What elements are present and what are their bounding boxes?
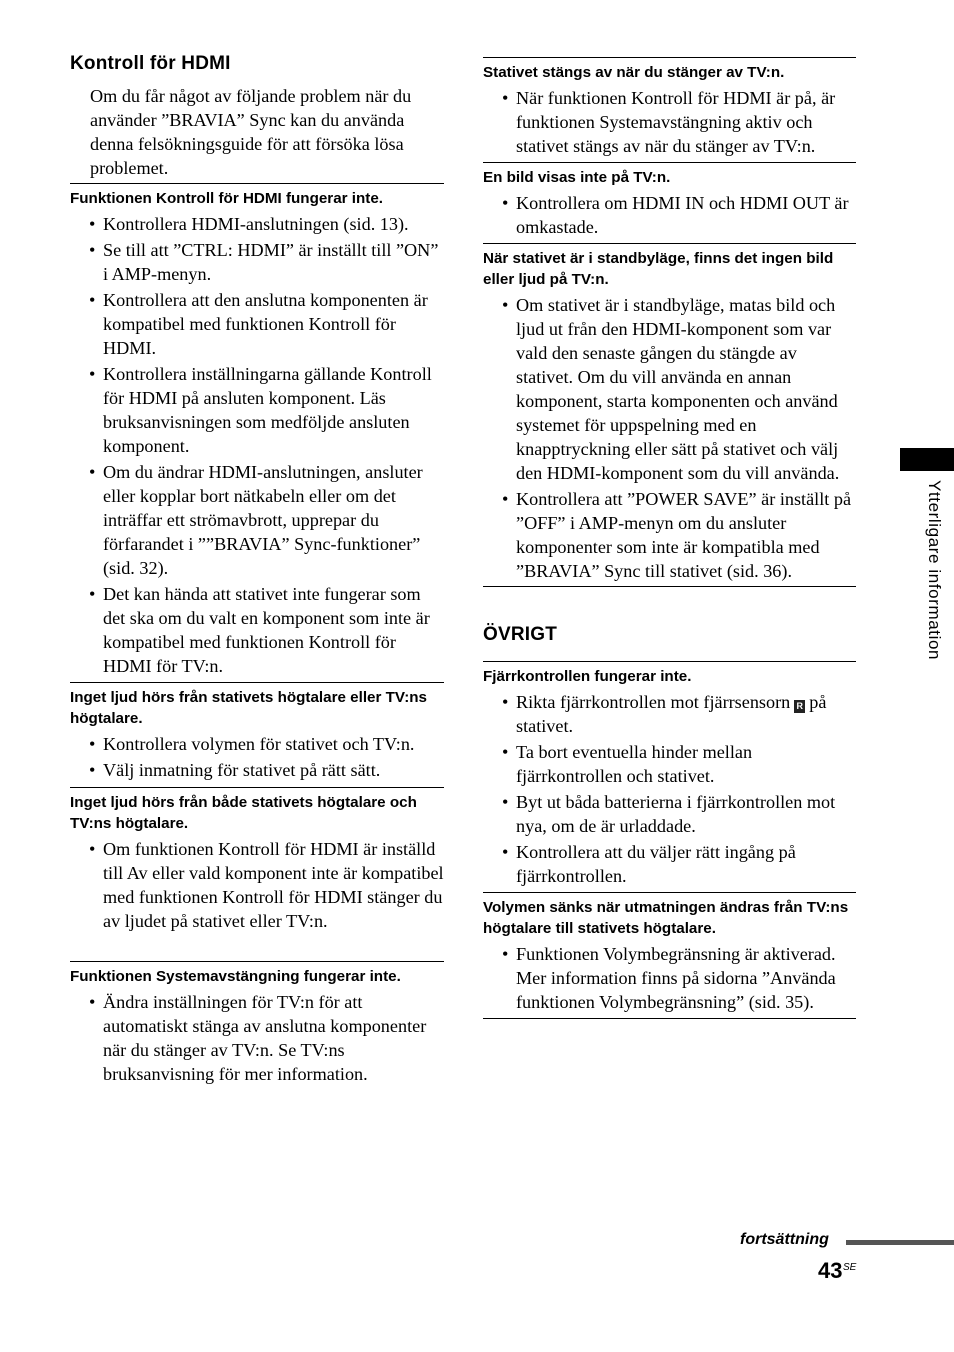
troubleshoot-block (483, 162, 856, 241)
troubleshoot-block (70, 682, 444, 784)
solution-item: • Kontrollera om HDMI IN och HDMI OUT är omkastade. (502, 193, 849, 237)
bullet-icon: • (89, 364, 96, 384)
bullet-icon: • (89, 214, 96, 234)
bullet-icon: • (502, 193, 509, 213)
troubleshoot-block (483, 892, 856, 1016)
troubleshoot-block (483, 243, 856, 585)
intro-paragraph: Om du får något av följande problem när du använder ”BRAVIA” Sync kan du använda denna felsökningsguide för att försöka lösa problemet. (90, 86, 412, 178)
bullet-icon: • (502, 88, 509, 108)
problem-heading: Funktionen Systemavstängning fungerar inte. (70, 961, 444, 987)
section-divider (483, 1018, 856, 1019)
solution-item: • Om du ändrar HDMI-anslutningen, ansluter eller kopplar bort nätkabeln eller om det inträffar ett strömavbrott, upprepar du förfarandet i ””BRAVIA” Sync-funktioner” (sid. 32). (89, 462, 423, 578)
page-number: 43 (818, 1258, 843, 1283)
troubleshoot-block (70, 787, 444, 935)
solution-item: • Funktionen Volymbegränsning är aktiverad. Mer information finns på sidorna ”Använda funktionen Volymbegränsning” (sid. 35). (502, 944, 836, 1012)
bullet-icon: • (502, 792, 509, 812)
troubleshoot-block (483, 661, 856, 890)
side-tab-marker (900, 448, 954, 471)
solution-item: • När funktionen Kontroll för HDMI är på, är funktionen Systemavstängning aktiv och stativet stängs av när du stänger av TV:n. (502, 88, 836, 156)
problem-heading: Fjärrkontrollen fungerar inte. (483, 661, 856, 687)
solution-item: • Om funktionen Kontroll för HDMI är inställd till Av eller vald komponent inte är kompatibel med funktionen Kontroll för HDMI stänger du av ljudet på stativet eller TV:n. (89, 839, 444, 931)
problem-heading: När stativet är i standbyläge, finns det ingen bild eller ljud på TV:n. (483, 243, 856, 290)
solution-item: • Kontrollera HDMI-anslutningen (sid. 13). (89, 214, 409, 234)
bullet-icon: • (89, 240, 96, 260)
solution-item: • Kontrollera inställningarna gällande Kontroll för HDMI på ansluten komponent. Läs bruksanvisningen som medföljde ansluten komponent. (89, 364, 432, 456)
solution-item: • Ta bort eventuella hinder mellan fjärrkontrollen och stativet. (502, 742, 753, 786)
continued-arrow-bar (846, 1240, 954, 1245)
bullet-icon: • (89, 462, 96, 482)
bullet-icon: • (502, 842, 509, 862)
bullet-icon: • (502, 692, 509, 712)
problem-heading: Inget ljud hörs från stativets högtalare eller TV:ns högtalare. (70, 682, 444, 729)
solution-item: • Rikta fjärrkontrollen mot fjärrsensorn R på stativet. (502, 692, 827, 736)
solution-item: • Kontrollera att den anslutna komponenten är kompatibel med funktionen Kontroll för HDMI. (89, 290, 428, 358)
solution-item: • Kontrollera att ”POWER SAVE” är inställt på ”OFF” i AMP-menyn om du ansluter komponenter som inte är kompatibla med ”BRAVIA” Sync till stativet (sid. 36). (502, 489, 852, 581)
section-title-hdmi: Kontroll för HDMI (70, 53, 231, 74)
solution-item: • Kontrollera att du väljer rätt ingång på fjärrkontrollen. (502, 842, 796, 886)
problem-heading: Inget ljud hörs från både stativets högtalare och TV:ns högtalare. (70, 787, 444, 834)
section-title-ovrigt: ÖVRIGT (483, 624, 558, 645)
solution-item: • Kontrollera volymen för stativet och TV:n. (89, 734, 415, 754)
bullet-icon: • (89, 734, 96, 754)
bullet-icon: • (89, 992, 96, 1012)
solution-item: • Se till att ”CTRL: HDMI” är inställt till ”ON” i AMP-menyn. (89, 240, 439, 284)
solution-item: • Det kan hända att stativet inte fungerar som det ska om du valt en komponent som inte är kompatibel med funktionen Kontroll för HDMI för TV:n. (89, 584, 430, 676)
solution-item: • Ändra inställningen för TV:n för att automatiskt stänga av anslutna komponenter när du stänger av TV:n. Se TV:ns bruksanvisning för mer information. (89, 992, 427, 1084)
bullet-icon: • (89, 290, 96, 310)
bullet-icon: • (89, 584, 96, 604)
solution-item: • Välj inmatning för stativet på rätt sätt. (89, 760, 381, 780)
bullet-icon: • (89, 760, 96, 780)
remote-sensor-icon: R (794, 700, 805, 713)
problem-heading: Stativet stängs av när du stänger av TV:n. (483, 57, 856, 83)
solution-item: • Byt ut båda batterierna i fjärrkontrollen mot nya, om de är urladdade. (502, 792, 836, 836)
bullet-icon: • (502, 295, 509, 315)
side-section-label: Ytterligare information (925, 480, 944, 661)
problem-heading: En bild visas inte på TV:n. (483, 162, 856, 188)
section-divider (483, 586, 856, 587)
page-language-suffix: SE (843, 1262, 857, 1273)
troubleshoot-block (483, 57, 856, 160)
bullet-icon: • (502, 944, 509, 964)
troubleshoot-block (70, 183, 444, 680)
bullet-icon: • (89, 839, 96, 859)
continued-label: fortsättning (740, 1231, 829, 1248)
bullet-icon: • (502, 489, 509, 509)
problem-heading: Funktionen Kontroll för HDMI fungerar inte. (70, 183, 444, 209)
troubleshoot-block (70, 961, 444, 1088)
problem-heading: Volymen sänks när utmatningen ändras från TV:ns högtalare till stativets högtalare. (483, 892, 856, 939)
solution-item: • Om stativet är i standbyläge, matas bild och ljud ut från den HDMI-komponent som var vald den senaste gången du stängde av stativet. Om du vill använda en annan komponent, starta komponenten och använd systemet för uppspelning med en knapptryckning eller sätt på stativet och välj den HDMI-komponent som du vill använda. (502, 295, 840, 483)
bullet-icon: • (502, 742, 509, 762)
